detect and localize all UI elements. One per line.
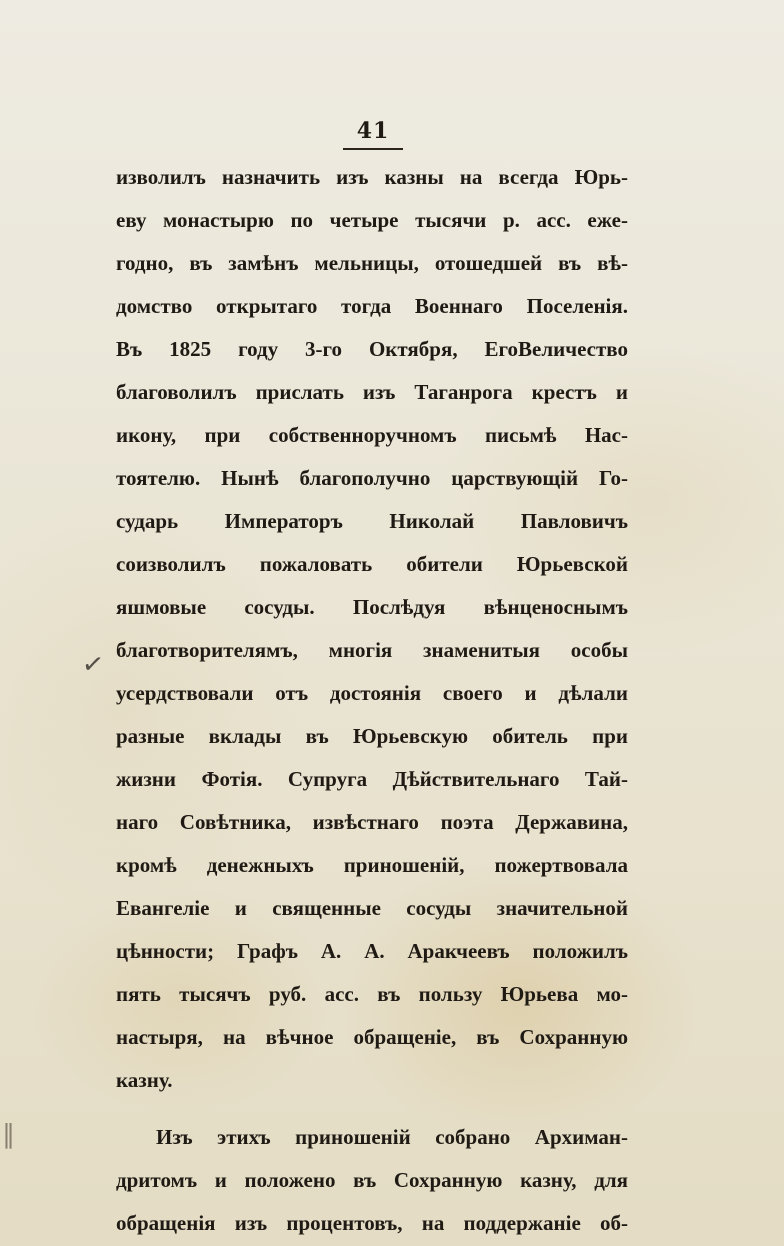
- text-line: Въ 1825 году 3-го Октября, ЕгоВеличество: [116, 337, 628, 361]
- text-line: благоволилъ прислать изъ Таганрога крестъ и: [116, 380, 628, 404]
- text-line: тоятелю. Нынѣ благополучно царствующій Го-: [116, 466, 628, 490]
- page-number: 41: [356, 118, 390, 144]
- handwritten-check-mark: ✓: [80, 648, 106, 682]
- text-line: кромѣ денежныхъ приношеній, пожертвовала: [116, 853, 628, 877]
- text-line: казну.: [116, 1068, 173, 1092]
- text-line: яшмовые сосуды. Послѣдуя вѣнценоснымъ: [116, 595, 628, 619]
- text-line: жизни Фотія. Супруга Дѣйствительнаго Тай-: [116, 767, 628, 791]
- text-line: настыря, на вѣчное обращеніе, въ Сохранную: [116, 1025, 628, 1049]
- header-rule: [343, 148, 403, 150]
- text-line: Изъ этихъ приношеній собрано Архиман-: [156, 1125, 628, 1149]
- text-line: Евангеліе и священные сосуды значительной: [116, 896, 628, 920]
- text-line: разные вклады въ Юрьевскую обитель при: [116, 724, 628, 748]
- edge-pencil-mark: ∥: [2, 1120, 15, 1150]
- text-line: пять тысячъ руб. асс. въ пользу Юрьева мо-: [116, 982, 628, 1006]
- text-line: наго Совѣтника, извѣстнаго поэта Державина,: [116, 810, 628, 834]
- paragraph-2: [116, 1116, 628, 1245]
- text-line: сударь Императоръ Николай Павловичъ: [116, 509, 628, 533]
- text-line: изволилъ назначить изъ казны на всегда Юрь-: [116, 165, 628, 189]
- text-line: обращенія изъ процентовъ, на поддержаніе об-: [116, 1211, 628, 1235]
- text-line: домство открытаго тогда Военнаго Поселенія.: [116, 294, 628, 318]
- text-line: усердствовали отъ достоянія своего и дѣлали: [116, 681, 628, 705]
- text-line: еву монастырю по четыре тысячи р. асс. еже-: [116, 208, 628, 232]
- text-line: соизволилъ пожаловать обители Юрьевской: [116, 552, 628, 576]
- text-line: икону, при собственноручномъ письмѣ Нас-: [116, 423, 628, 447]
- body-text: [116, 156, 628, 1245]
- text-line: дритомъ и положено въ Сохранную казну, для: [116, 1168, 628, 1192]
- text-line: благотворителямъ, многія знаменитыя особы: [116, 638, 628, 662]
- paragraph-1: [116, 156, 628, 1102]
- text-line: цѣнности; Графъ А. А. Аракчеевъ положилъ: [116, 939, 628, 963]
- text-line: годно, въ замѣнъ мельницы, отошедшей въ вѣ-: [116, 251, 628, 275]
